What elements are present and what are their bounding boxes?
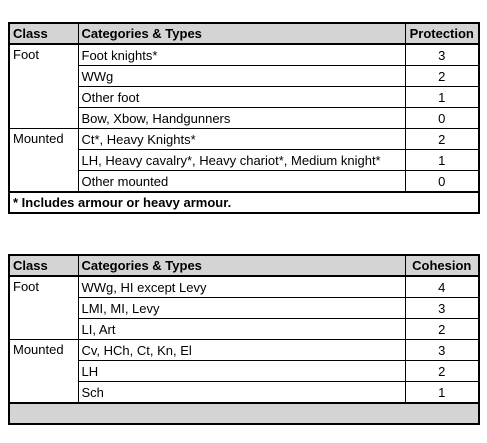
cohesion-table xyxy=(8,254,480,425)
protection-value: 0 xyxy=(405,108,479,129)
category-cell: WWg xyxy=(78,66,405,87)
category-cell: Ct*, Heavy Knights* xyxy=(78,129,405,150)
protection-value: 0 xyxy=(405,171,479,193)
table-row xyxy=(9,44,479,66)
categories-header: Categories & Types xyxy=(78,23,405,44)
table-row xyxy=(9,298,479,319)
protection-value: 1 xyxy=(405,87,479,108)
protection-value: 2 xyxy=(405,66,479,87)
class-cell-mounted: Mounted xyxy=(9,129,78,193)
category-cell: Bow, Xbow, Handgunners xyxy=(78,108,405,129)
table-row xyxy=(9,361,479,382)
empty-footer-bar xyxy=(9,403,479,424)
category-cell: WWg, HI except Levy xyxy=(78,276,405,298)
protection-value: 3 xyxy=(405,44,479,66)
cohesion-value: 1 xyxy=(405,382,479,404)
header-row xyxy=(9,23,479,44)
category-cell: Foot knights* xyxy=(78,44,405,66)
category-cell: Other foot xyxy=(78,87,405,108)
table-row xyxy=(9,382,479,404)
protection-value: 1 xyxy=(405,150,479,171)
header-row xyxy=(9,255,479,276)
protection-header: Protection xyxy=(405,23,479,44)
table-row xyxy=(9,129,479,150)
table-row xyxy=(9,340,479,361)
class-cell-mounted: Mounted xyxy=(9,340,78,404)
class-cell-foot: Foot xyxy=(9,44,78,129)
table-row xyxy=(9,87,479,108)
protection-table xyxy=(8,22,480,214)
category-cell: LMI, MI, Levy xyxy=(78,298,405,319)
cohesion-value: 3 xyxy=(405,298,479,319)
table-row xyxy=(9,319,479,340)
category-cell: Sch xyxy=(78,382,405,404)
cohesion-value: 2 xyxy=(405,361,479,382)
class-cell-foot: Foot xyxy=(9,276,78,340)
category-cell: LH, Heavy cavalry*, Heavy chariot*, Medium knight* xyxy=(78,150,405,171)
table-row xyxy=(9,108,479,129)
table-row xyxy=(9,66,479,87)
cohesion-value: 3 xyxy=(405,340,479,361)
category-cell: Other mounted xyxy=(78,171,405,193)
categories-header: Categories & Types xyxy=(78,255,405,276)
table-row xyxy=(9,276,479,298)
cohesion-value: 2 xyxy=(405,319,479,340)
footnote-row xyxy=(9,192,479,213)
cohesion-header: Cohesion xyxy=(405,255,479,276)
protection-value: 2 xyxy=(405,129,479,150)
class-header: Class xyxy=(9,255,78,276)
footer-row xyxy=(9,403,479,424)
cohesion-value: 4 xyxy=(405,276,479,298)
class-header: Class xyxy=(9,23,78,44)
category-cell: Cv, HCh, Ct, Kn, El xyxy=(78,340,405,361)
table-row xyxy=(9,150,479,171)
category-cell: LI, Art xyxy=(78,319,405,340)
table-row xyxy=(9,171,479,193)
category-cell: LH xyxy=(78,361,405,382)
footnote: * Includes armour or heavy armour. xyxy=(9,192,479,213)
